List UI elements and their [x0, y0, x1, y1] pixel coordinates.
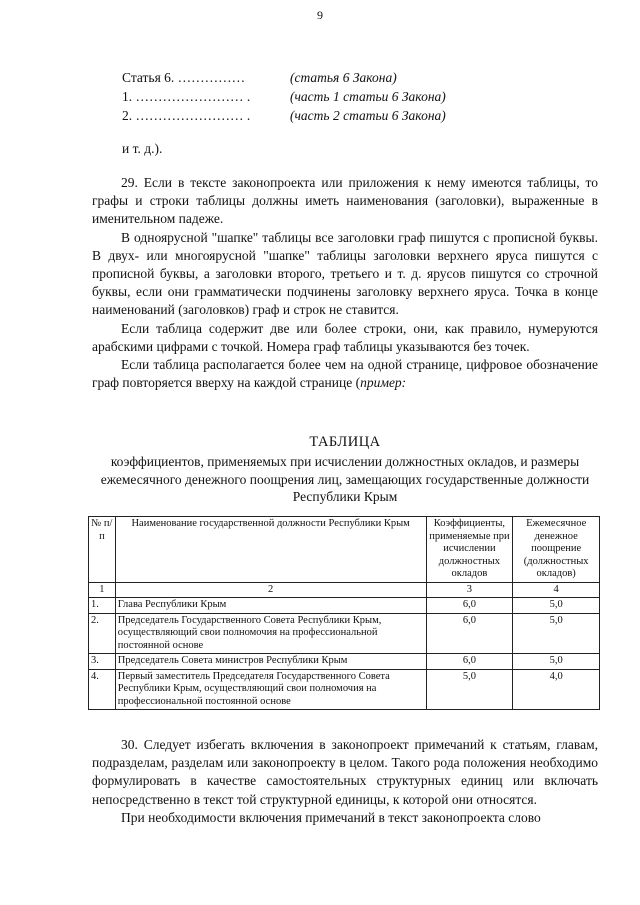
paragraph: Если таблица содержит две или более строки, они, как правило, нумеруются арабскими цифрами с точкой. Номера граф таблицы указываются без точек. [92, 320, 598, 354]
article-example-note: (часть 2 статьи 6 Закона) [290, 108, 446, 123]
column-header: № п/п [89, 517, 116, 583]
paragraph: В одноярусной "шапке" таблицы все заголовки граф пишутся с прописной буквы. В двух- или многоярусной "шапке" таблицы заголовки верхнего яруса пишутся с прописной буквы, а заголовки второго, третьего и т. д. ярусов пишутся со строчной буквы, если они грамматически подчинены заголовку верхнего яруса. Точка в конце наименований (заголовков) граф и строк не ставится. [92, 229, 598, 318]
paragraph-text: Если таблица располагается более чем на одной странице, цифровое обозначение граф повторяется вверху на каждой странице ( [92, 357, 598, 391]
table-title: ТАБЛИЦА [309, 434, 381, 450]
coefficients-table [88, 516, 600, 710]
table-row [89, 613, 600, 654]
table-cell: Глава Республики Крым [115, 598, 426, 614]
column-number: 2 [115, 582, 426, 598]
table-header-row [89, 517, 600, 583]
example-label: пример: [360, 375, 407, 391]
paragraph: При необходимости включения примечаний в текст законопроекта слово [121, 809, 541, 825]
table-cell: 4. [89, 669, 116, 710]
article-example-line [122, 68, 446, 87]
table-cell: 5,0 [426, 669, 513, 710]
article-example-label: 1. …………………… . [122, 89, 251, 104]
column-header: Наименование государственной должности Республики Крым [115, 517, 426, 583]
table-subtitle: коэффициентов, применяемых при исчислении должностных окладов, и размеры ежемесячного денежного поощрения лиц, замещающих государственные должности Республики Крым [100, 454, 590, 504]
column-number: 3 [426, 582, 513, 598]
table-cell: 6,0 [426, 598, 513, 614]
paragraph-29-block [92, 174, 598, 392]
paragraph [92, 356, 598, 392]
article-example-label: 2. …………………… . [122, 108, 251, 123]
column-header: Ежемесячное денежное поощрение (должностных окладов) [513, 517, 600, 583]
article-example-note: (часть 1 статьи 6 Закона) [290, 89, 446, 104]
table-cell: 1. [89, 598, 116, 614]
table-cell: 6,0 [426, 613, 513, 654]
table-cell: Председатель Совета министров Республики Крым [115, 654, 426, 670]
article-example-label: Статья 6. …………… [122, 70, 246, 85]
column-number-row [89, 582, 600, 598]
table-cell: 2. [89, 613, 116, 654]
column-number: 4 [513, 582, 600, 598]
table-cell: Председатель Государственного Совета Республики Крым, осуществляющий свои полномочия на профессиональной постоянной основе [115, 613, 426, 654]
article-example-line [122, 106, 446, 125]
article-example-note: (статья 6 Закона) [290, 70, 397, 85]
page-number: 9 [317, 8, 323, 22]
column-number: 1 [89, 582, 116, 598]
table-cell: 5,0 [513, 613, 600, 654]
table-cell: 6,0 [426, 654, 513, 670]
table-row [89, 669, 600, 710]
table-cell: 3. [89, 654, 116, 670]
table-row [89, 654, 600, 670]
table-cell: 5,0 [513, 654, 600, 670]
paragraph: 30. Следует избегать включения в законопроект примечаний к статьям, главам, подразделам, разделам или законопроекту в целом. Такого рода положения необходимо формулировать в качестве самостоятельных структурных единиц или включать непосредственно в текст той структурной единицы, к которой они относятся. [92, 737, 598, 807]
table-row [89, 598, 600, 614]
etc-text: и т. д.). [122, 141, 163, 156]
table-cell: 5,0 [513, 598, 600, 614]
paragraph: 29. Если в тексте законопроекта или приложения к нему имеются таблицы, то графы и строки таблицы должны иметь наименования (заголовки), выраженные в именительном падеже. [92, 175, 598, 227]
table-cell: Первый заместитель Председателя Государственного Совета Республики Крым, осуществляющий свои полномочия на профессиональной постоянной основе [115, 669, 426, 710]
article-example-line [122, 87, 446, 106]
article-example-list [122, 68, 446, 125]
column-header: Коэффициенты, применяемые при исчислении должностных окладов [426, 517, 513, 583]
paragraph-30-block [92, 736, 598, 827]
table-cell: 4,0 [513, 669, 600, 710]
